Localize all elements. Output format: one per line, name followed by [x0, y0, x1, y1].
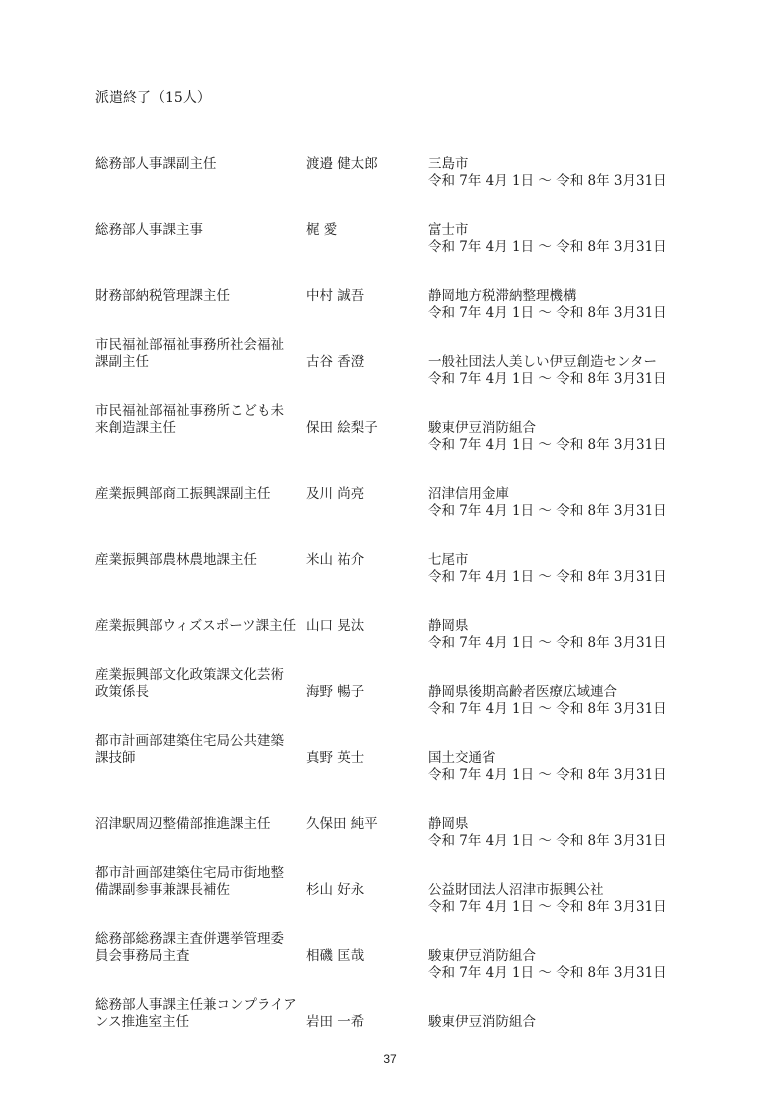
dispatch-period: 令和 7年 4月 1日 ～ 令和 8年 3月31日	[428, 833, 667, 849]
position-title-line: 来創造課主任	[95, 420, 176, 436]
position-title-line: 備課副参事兼課長補佐	[95, 882, 230, 898]
position-title	[95, 486, 305, 503]
position-title	[95, 667, 305, 701]
person-name: 中村 誠吾	[306, 288, 365, 304]
person-name: 杉山 好永	[306, 882, 365, 898]
person-name: 山口 晃汰	[306, 618, 365, 634]
section-heading: 派遣終了（15人）	[95, 90, 211, 106]
position-title-line: 市民福祉部福祉事務所社会福祉	[95, 337, 284, 353]
dispatch-destination: 静岡県	[428, 618, 469, 634]
dispatch-destination: 静岡県後期高齢者医療広域連合	[428, 684, 617, 700]
position-title-line: 産業振興部文化政策課文化芸術	[95, 667, 284, 683]
position-title	[95, 552, 305, 569]
position-title-line: 総務部総務課主査併選挙管理委	[95, 931, 284, 947]
dispatch-period: 令和 7年 4月 1日 ～ 令和 8年 3月31日	[428, 767, 667, 783]
dispatch-destination: 駿東伊豆消防組合	[428, 948, 536, 964]
position-title	[95, 816, 305, 833]
position-title	[95, 997, 305, 1031]
position-title-line: 総務部人事課副主任	[95, 156, 217, 172]
dispatch-period: 令和 7年 4月 1日 ～ 令和 8年 3月31日	[428, 701, 667, 717]
position-title	[95, 337, 305, 371]
dispatch-period: 令和 7年 4月 1日 ～ 令和 8年 3月31日	[428, 239, 667, 255]
dispatch-period: 令和 7年 4月 1日 ～ 令和 8年 3月31日	[428, 635, 667, 651]
position-title-line: 総務部人事課主任兼コンプライア	[95, 997, 297, 1013]
position-title	[95, 931, 305, 965]
position-title	[95, 618, 305, 635]
person-name: 岩田 一希	[306, 1014, 365, 1030]
dispatch-destination: 静岡地方税滞納整理機構	[428, 288, 577, 304]
dispatch-destination: 静岡県	[428, 816, 469, 832]
position-title	[95, 156, 305, 173]
person-name: 真野 英士	[306, 750, 365, 766]
person-name: 米山 祐介	[306, 552, 365, 568]
person-name: 保田 絵梨子	[306, 420, 378, 436]
position-title-line: 課副主任	[95, 354, 149, 370]
position-title-line: ンス推進室主任	[95, 1014, 190, 1030]
dispatch-destination: 三島市	[428, 156, 469, 172]
position-title-line: 都市計画部建築住宅局公共建築	[95, 733, 284, 749]
position-title-line: 課技師	[95, 750, 136, 766]
dispatch-destination: 国土交通省	[428, 750, 496, 766]
person-name: 古谷 香澄	[306, 354, 365, 370]
dispatch-period: 令和 7年 4月 1日 ～ 令和 8年 3月31日	[428, 569, 667, 585]
position-title	[95, 288, 305, 305]
position-title-line: 財務部納税管理課主任	[95, 288, 230, 304]
person-name: 梶 愛	[306, 222, 338, 238]
position-title-line: 産業振興部農林農地課主任	[95, 552, 257, 568]
dispatch-destination: 駿東伊豆消防組合	[428, 420, 536, 436]
person-name: 久保田 純平	[306, 816, 378, 832]
position-title-line: 産業振興部ウィズスポーツ課主任	[95, 618, 297, 634]
position-title-line: 産業振興部商工振興課副主任	[95, 486, 271, 502]
dispatch-destination: 七尾市	[428, 552, 469, 568]
dispatch-period: 令和 7年 4月 1日 ～ 令和 8年 3月31日	[428, 503, 667, 519]
position-title-line: 員会事務局主査	[95, 948, 190, 964]
dispatch-period: 令和 7年 4月 1日 ～ 令和 8年 3月31日	[428, 173, 667, 189]
dispatch-destination: 富士市	[428, 222, 469, 238]
position-title	[95, 403, 305, 437]
dispatch-destination: 駿東伊豆消防組合	[428, 1014, 536, 1030]
person-name: 相磯 匡哉	[306, 948, 365, 964]
position-title	[95, 222, 305, 239]
person-name: 海野 暢子	[306, 684, 365, 700]
person-name: 渡邉 健太郎	[306, 156, 378, 172]
dispatch-period: 令和 7年 4月 1日 ～ 令和 8年 3月31日	[428, 437, 667, 453]
person-name: 及川 尚亮	[306, 486, 365, 502]
position-title-line: 総務部人事課主事	[95, 222, 203, 238]
dispatch-destination: 一般社団法人美しい伊豆創造センター	[428, 354, 657, 370]
dispatch-period: 令和 7年 4月 1日 ～ 令和 8年 3月31日	[428, 371, 667, 387]
position-title-line: 沼津駅周辺整備部推進課主任	[95, 816, 271, 832]
dispatch-period: 令和 7年 4月 1日 ～ 令和 8年 3月31日	[428, 305, 667, 321]
position-title	[95, 865, 305, 899]
page-number: 37	[383, 1052, 397, 1066]
position-title-line: 都市計画部建築住宅局市街地整	[95, 865, 284, 881]
position-title-line: 市民福祉部福祉事務所こども未	[95, 403, 284, 419]
dispatch-period: 令和 7年 4月 1日 ～ 令和 8年 3月31日	[428, 899, 667, 915]
position-title	[95, 733, 305, 767]
position-title-line: 政策係長	[95, 684, 149, 700]
dispatch-period: 令和 7年 4月 1日 ～ 令和 8年 3月31日	[428, 965, 667, 981]
dispatch-destination: 公益財団法人沼津市振興公社	[428, 882, 604, 898]
dispatch-destination: 沼津信用金庫	[428, 486, 509, 502]
